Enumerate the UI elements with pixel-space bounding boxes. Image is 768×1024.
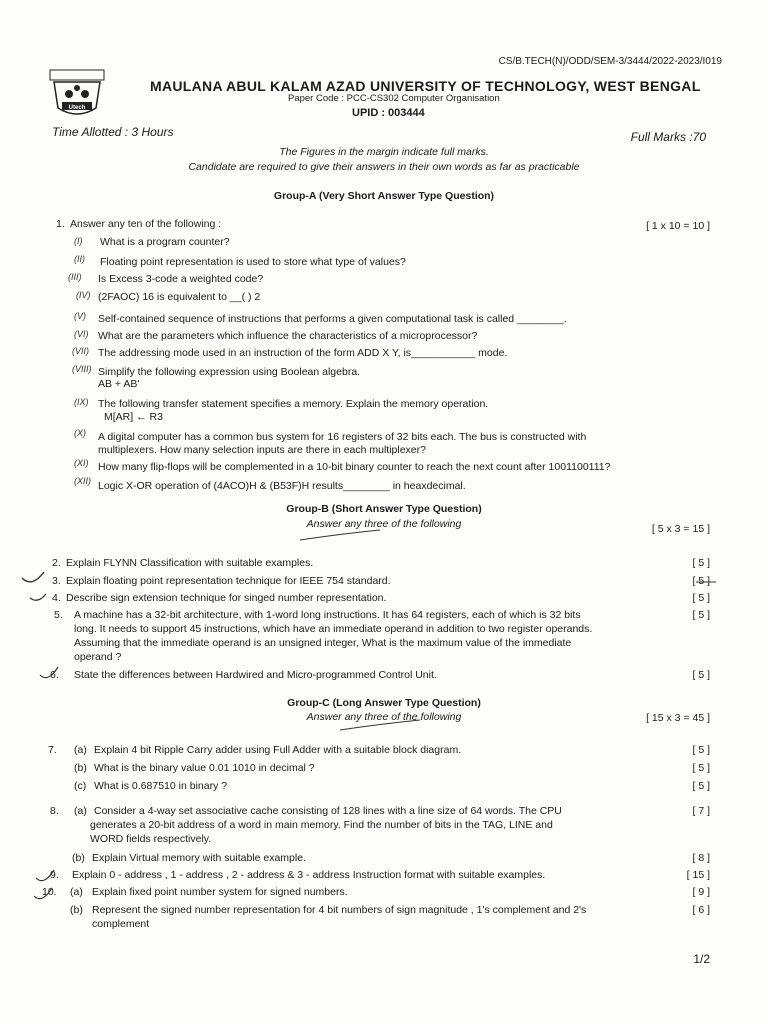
paper-reference: CS/B.TECH(N)/ODD/SEM-3/3444/2022-2023/I019 bbox=[498, 56, 722, 67]
question-text-continued: operand ? bbox=[74, 651, 122, 663]
sub-label: (b) bbox=[70, 904, 83, 916]
group-c-marks: [ 15 x 3 = 45 ] bbox=[646, 712, 710, 724]
question-number: 9. bbox=[50, 869, 59, 881]
time-allotted: Time Allotted : 3 Hours bbox=[52, 125, 174, 139]
item-label: (V) bbox=[74, 311, 86, 321]
sub-label: (c) bbox=[74, 780, 87, 792]
group-c-title: Group-C (Long Answer Type Question) bbox=[287, 697, 481, 709]
question-text: Describe sign extension technique for singed number representation. bbox=[66, 592, 387, 604]
question-marks: [ 8 ] bbox=[692, 852, 710, 864]
svg-text:Utech: Utech bbox=[68, 105, 86, 111]
group-a-item: Simplify the following expression using Boolean algebra. bbox=[98, 366, 361, 378]
item-label: (II) bbox=[74, 254, 85, 264]
item-label: (III) bbox=[68, 272, 82, 282]
sub-label: (a) bbox=[74, 744, 87, 756]
question-text: Consider a 4-way set associative cache consisting of 128 lines with a line size of 64 words. The CPU bbox=[94, 805, 562, 817]
university-logo bbox=[44, 68, 110, 122]
university-name: MAULANA ABUL KALAM AZAD UNIVERSITY OF TECHNOLOGY, WEST BENGAL bbox=[150, 78, 701, 94]
question-number: 7. bbox=[48, 744, 57, 756]
question-number: 5. bbox=[54, 609, 63, 621]
group-a-item: The following transfer statement specifies a memory. Explain the memory operation. bbox=[98, 398, 489, 410]
group-b-subtitle: Answer any three of the following bbox=[306, 518, 462, 530]
group-c-subtitle: Answer any three of the following bbox=[306, 711, 462, 723]
item-label: (I) bbox=[74, 236, 83, 246]
question-text: Explain floating point representation technique for IEEE 754 standard. bbox=[66, 575, 391, 587]
group-a-item: What is a program counter? bbox=[100, 236, 230, 248]
question-text: Explain Virtual memory with suitable example. bbox=[92, 852, 306, 864]
group-b-marks: [ 5 x 3 = 15 ] bbox=[651, 523, 710, 535]
question-marks: [ 5 ] bbox=[692, 780, 710, 792]
sub-label: (b) bbox=[74, 762, 87, 774]
question-number: 2. bbox=[52, 557, 61, 569]
question-text: What is the binary value 0.01 1010 in decimal ? bbox=[94, 762, 315, 774]
boolean-expression: AB + AB' bbox=[98, 378, 140, 390]
question-text-continued: generates a 20-bit address of a word in main memory. Find the number of bits in the TAG, LINE and bbox=[90, 819, 553, 831]
question-text: State the differences between Hardwired and Micro-programmed Control Unit. bbox=[74, 669, 437, 681]
item-label: (VIII) bbox=[72, 364, 92, 374]
item-label: (X) bbox=[74, 428, 86, 438]
question-text: Explain FLYNN Classification with suitable examples. bbox=[66, 557, 314, 569]
question-number: 1. bbox=[56, 218, 65, 230]
group-a-item: Is Excess 3-code a weighted code? bbox=[98, 273, 264, 285]
question-text-continued: Assuming that the immediate operand is an unsigned integer, What is the maximum value of the immediate bbox=[74, 637, 572, 649]
question-marks: [ 5 ] bbox=[692, 609, 710, 621]
item-label: (VI) bbox=[74, 329, 89, 339]
question-number: 8. bbox=[50, 805, 59, 817]
question-marks: [ 6 ] bbox=[692, 904, 710, 916]
transfer-statement: M[AR] ← R3 bbox=[104, 411, 163, 423]
group-a-marks: [ 1 x 10 = 10 ] bbox=[646, 220, 710, 232]
question-text: Represent the signed number representation for 4 bit numbers of sign magnitude , 1's complement and 2's bbox=[92, 904, 587, 916]
question-text-continued: WORD fields respectively. bbox=[90, 833, 212, 845]
question-marks: [ 15 ] bbox=[686, 869, 710, 881]
group-a-item: How many flip-flops will be complemented in a 10-bit binary counter to reach the next count after 1001100111? bbox=[98, 461, 611, 473]
group-a-item: Self-contained sequence of instructions that performs a given computational task is called ________. bbox=[98, 313, 567, 325]
full-marks: Full Marks :70 bbox=[630, 130, 706, 144]
group-a-item-continued: multiplexers. How many selection inputs are there in each multiplexer? bbox=[98, 444, 426, 456]
instruction-line-1: The Figures in the margin indicate full marks. bbox=[279, 146, 489, 158]
group-a-item: Logic X-OR operation of (4ACO)H & (B53F)H results________ in heaxdecimal. bbox=[98, 480, 466, 492]
item-label: (IX) bbox=[74, 397, 89, 407]
group-a-item: A digital computer has a common bus system for 16 registers of 32 bits each. The bus is constructed with bbox=[98, 431, 587, 443]
group-a-item: What are the parameters which influence the characteristics of a microprocessor? bbox=[98, 330, 478, 342]
question-marks: [ 5 ] bbox=[692, 575, 710, 587]
group-a-title: Group-A (Very Short Answer Type Question) bbox=[273, 190, 495, 202]
question-text: A machine has a 32-bit architecture, with 1-word long instructions. It has 64 registers, each of which is 32 bits bbox=[74, 609, 581, 621]
question-text-continued: long. It needs to support 45 instructions, which have an immediate operand in addition to two register operands. bbox=[74, 623, 593, 635]
group-a-item: (2FAOC) 16 is equivalent to __( ) 2 bbox=[98, 291, 261, 303]
sub-label: (b) bbox=[72, 852, 85, 864]
question-marks: [ 5 ] bbox=[692, 592, 710, 604]
question-text: Explain fixed point number system for signed numbers. bbox=[92, 886, 348, 898]
question-text: Explain 4 bit Ripple Carry adder using Full Adder with a suitable block diagram. bbox=[94, 744, 462, 756]
item-label: (XII) bbox=[74, 476, 91, 486]
item-label: (VII) bbox=[72, 346, 89, 356]
question-number: 4. bbox=[52, 592, 61, 604]
question-marks: [ 5 ] bbox=[692, 557, 710, 569]
paper-code: Paper Code : PCC-CS302 Computer Organisation bbox=[288, 93, 500, 104]
question-marks: [ 9 ] bbox=[692, 886, 710, 898]
item-label: (XI) bbox=[74, 458, 89, 468]
question-text: Explain 0 - address , 1 - address , 2 - address & 3 - address Instruction format with suitable examples. bbox=[72, 869, 546, 881]
question-marks: [ 5 ] bbox=[692, 669, 710, 681]
question-number: 6. bbox=[50, 669, 59, 681]
question-text: What is 0.687510 in binary ? bbox=[94, 780, 228, 792]
group-b-title: Group-B (Short Answer Type Question) bbox=[286, 503, 482, 515]
question-number: 3. bbox=[52, 575, 61, 587]
question-text-continued: complement bbox=[92, 918, 150, 930]
question-marks: [ 5 ] bbox=[692, 762, 710, 774]
page-number: 1/2 bbox=[693, 952, 710, 966]
group-a-item: The addressing mode used in an instruction of the form ADD X Y, is___________ mode. bbox=[98, 347, 508, 359]
sub-label: (a) bbox=[74, 805, 87, 817]
instruction-line-2: Candidate are required to give their answers in their own words as far as practicable bbox=[188, 161, 580, 173]
group-a-intro: Answer any ten of the following : bbox=[70, 218, 222, 230]
upid: UPID : 003444 bbox=[352, 107, 425, 119]
question-marks: [ 5 ] bbox=[692, 744, 710, 756]
group-a-item: Floating point representation is used to store what type of values? bbox=[100, 256, 406, 268]
item-label: (IV) bbox=[76, 290, 91, 300]
question-marks: [ 7 ] bbox=[692, 805, 710, 817]
sub-label: (a) bbox=[70, 886, 83, 898]
question-number: 10. bbox=[42, 886, 57, 898]
